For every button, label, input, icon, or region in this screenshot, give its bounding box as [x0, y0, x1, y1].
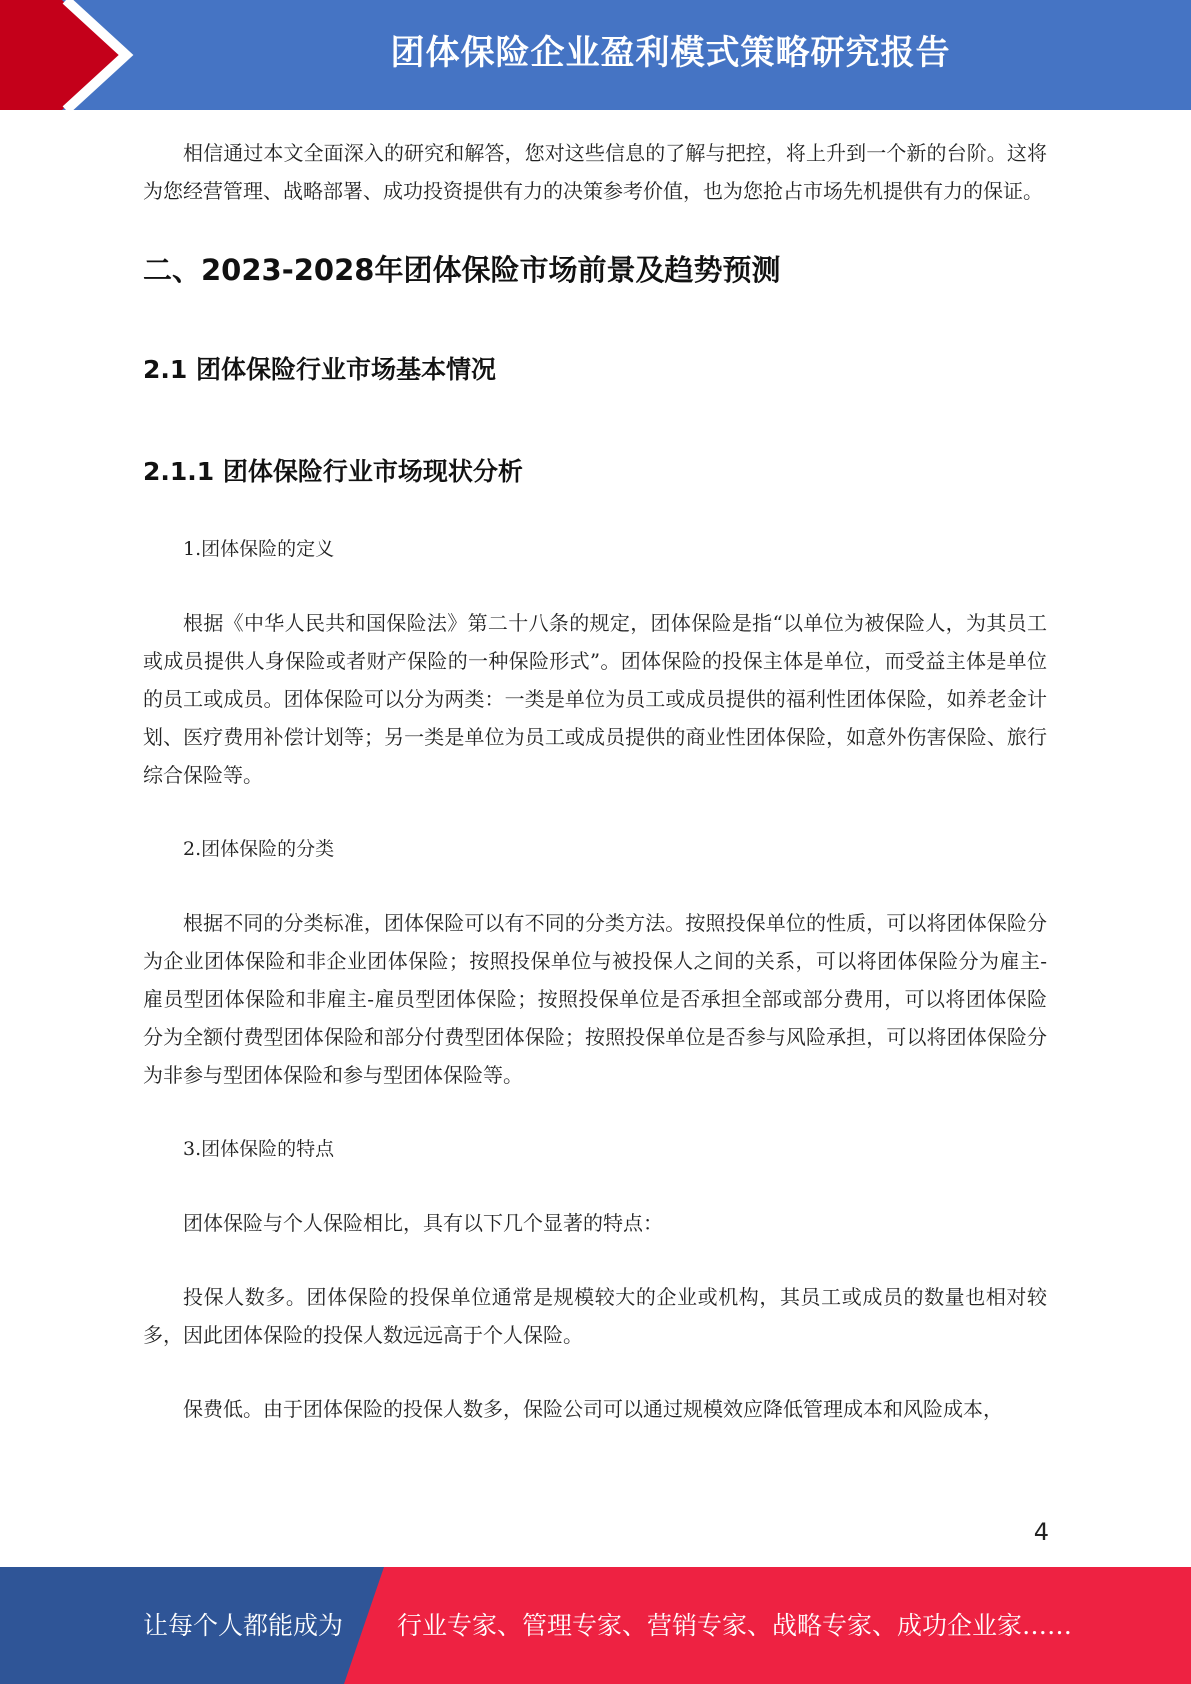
footer-slogan-right: 行业专家、管理专家、营销专家、战略专家、成功企业家……: [397, 1611, 1073, 1640]
section-heading: 二、2023-2028年团体保险市场前景及趋势预测: [143, 253, 781, 287]
sub-sub-heading: 2.1.1 团体保险行业市场现状分析: [143, 457, 523, 486]
item-paragraph: 投保人数多。团体保险的投保单位通常是规模较大的企业或机构，其员工或成员的数量也相对较多，因此团体保险的投保人数远远高于个人保险。: [143, 1285, 1047, 1347]
item-label: 1.团体保险的定义: [183, 538, 335, 560]
page-content: [143, 134, 1047, 1428]
page-header: [0, 0, 1191, 110]
sub-heading: 2.1 团体保险行业市场基本情况: [143, 355, 496, 384]
item-label: 2.团体保险的分类: [183, 838, 335, 860]
item-paragraph: 根据《中华人民共和国保险法》第二十八条的规定，团体保险是指“以单位为被保险人，为其员工或成员提供人身保险或者财产保险的一种保险形式”。团体保险的投保主体是单位，而受益主体是单位的员工或成员。团体保险可以分为两类：一类是单位为员工或成员提供的福利性团体保险，如养老金计划、医疗费用补偿计划等；另一类是单位为员工或成员提供的商业性团体保险，如意外伤害保险、旅行综合保险等。: [143, 611, 1047, 787]
report-title: 团体保险企业盈利模式策略研究报告: [390, 33, 951, 73]
intro-paragraph: 相信通过本文全面深入的研究和解答，您对这些信息的了解与把控，将上升到一个新的台阶。这将为您经营管理、战略部署、成功投资提供有力的决策参考价值，也为您抢占市场先机提供有力的保证。: [143, 141, 1047, 203]
page-footer: [0, 1567, 1191, 1684]
item-paragraph: 根据不同的分类标准，团体保险可以有不同的分类方法。按照投保单位的性质，可以将团体保险分为企业团体保险和非企业团体保险；按照投保单位与被投保人之间的关系，可以将团体保险分为雇主-雇员型团体保险和非雇主-雇员型团体保险；按照投保单位是否承担全部或部分费用，可以将团体保险分为全额付费型团体保险和部分付费型团体保险；按照投保单位是否参与风险承担，可以将团体保险分为非参与型团体保险和参与型团体保险等。: [143, 911, 1047, 1087]
item-paragraph: 保费低。由于团体保险的投保人数多，保险公司可以通过规模效应降低管理成本和风险成本，: [183, 1397, 1003, 1421]
footer-slogan-left: 让每个人都能成为: [143, 1611, 344, 1640]
page-number: 4: [1033, 1518, 1049, 1546]
item-paragraph: 团体保险与个人保险相比，具有以下几个显著的特点：: [183, 1211, 663, 1235]
item-label: 3.团体保险的特点: [183, 1138, 335, 1160]
